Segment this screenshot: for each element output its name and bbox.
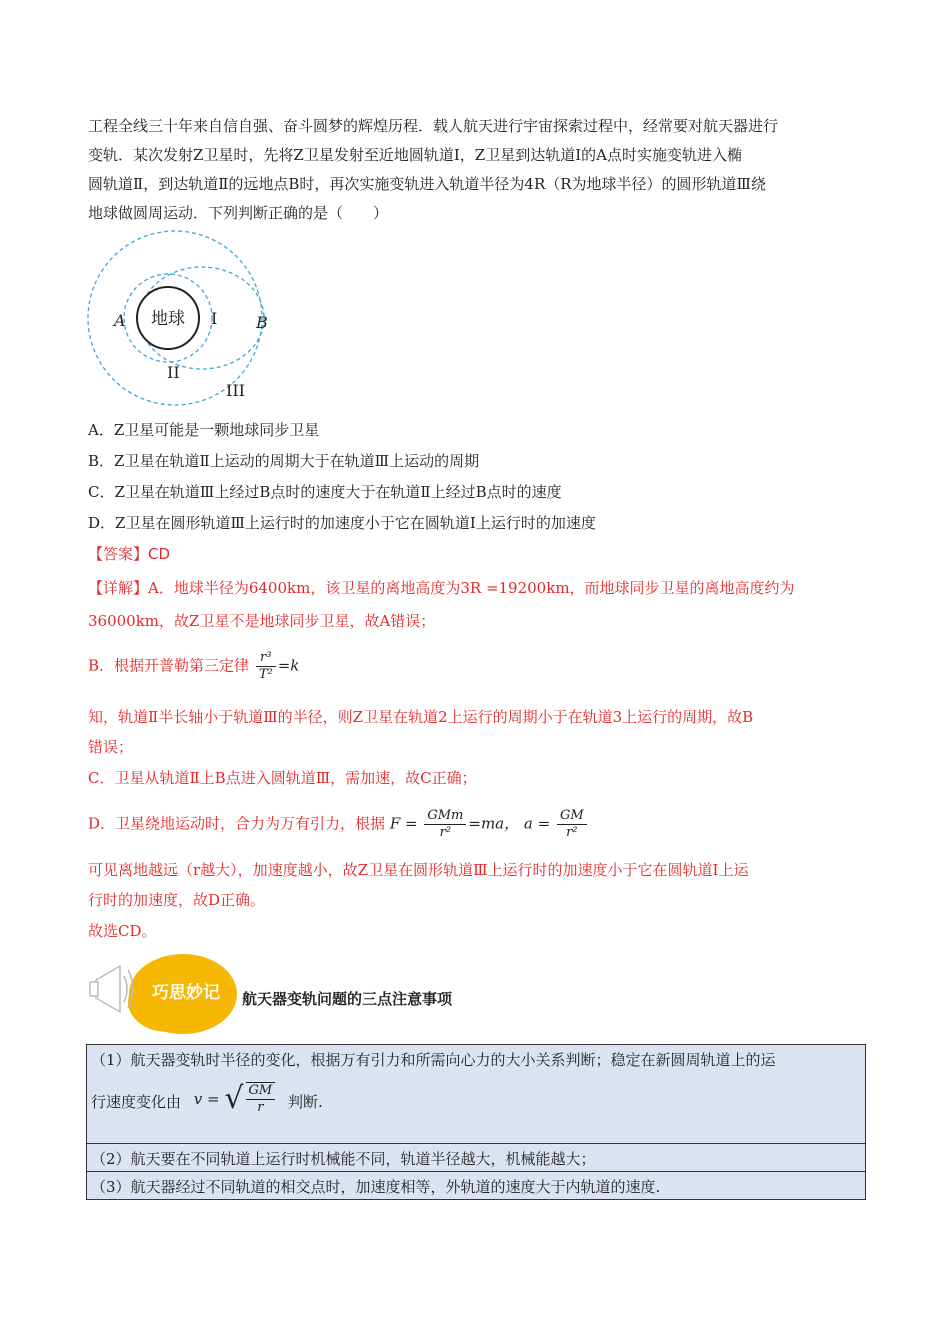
explain-d1: D．卫星绕地运动时，合力为万有引力，根据: [88, 814, 386, 833]
explain-b-line1: [88, 650, 299, 683]
orbit-III-label: III: [226, 381, 245, 400]
formula-F: F =: [389, 814, 418, 833]
explain-tag: 【详解】: [88, 579, 149, 597]
kepler-denominator: T²: [258, 667, 273, 682]
accel-denominator: r²: [566, 825, 578, 840]
explain-b-line2: 知，轨道Ⅱ半长轴小于轨道Ⅲ的半径，则Z卫星在轨道2上运行的周期小于在轨道3上运行的周期，故B: [88, 708, 754, 726]
stem-line-3: 圆轨道Ⅱ，到达轨道Ⅱ的远地点B时，再次实施变轨进入轨道半径为4R（R为地球半径）的圆形轨道Ⅲ绕: [88, 175, 767, 193]
accel-numerator: GM: [557, 808, 587, 825]
final-answer: 故选CD。: [88, 922, 157, 940]
orbit-I-label: I: [211, 309, 218, 328]
box-divider-2: [87, 1171, 865, 1172]
sqrt-denominator: r: [257, 1099, 264, 1115]
sqrt-numerator: GM: [246, 1083, 276, 1100]
tip-point-2: （2）航天要在不同轨道上运行时机械能不同，轨道半径越大，机械能越大；: [91, 1150, 596, 1168]
answer-value: CD: [148, 545, 171, 563]
sqrt-fraction: [246, 1082, 276, 1116]
formula-v: v =: [193, 1089, 220, 1108]
explain-b1: B．根据开普勒第三定律: [88, 656, 250, 675]
point-B-label: B: [256, 313, 268, 332]
answer-tag: 【答案】: [88, 545, 149, 563]
tip-point-1b: [91, 1081, 323, 1116]
tip-box: [86, 1044, 866, 1200]
explain-d-line2: 可见离地越远（r越大），加速度越小，故Z卫星在圆形轨道Ⅲ上运行时的加速度小于它在圆轨道Ⅰ上运: [88, 861, 749, 879]
explain-d-line3: 行时的加速度，故D正确。: [88, 891, 266, 909]
formula-a: a =: [523, 814, 551, 833]
orbit-diagram: [80, 228, 280, 408]
option-A: A．Z卫星可能是一颗地球同步卫星: [88, 421, 320, 439]
earth-label: 地球: [151, 309, 185, 329]
option-D: D．Z卫星在圆形轨道Ⅲ上运行时的加速度小于它在圆轨道Ⅰ上运行时的加速度: [88, 514, 596, 532]
explain-a1: A．地球半径为6400km，该卫星的离地高度为3R =19200km，而地球同步卫星的离地高度约为: [148, 579, 795, 597]
accel-fraction: [557, 808, 587, 841]
tip-point-1: （1）航天器变轨时半径的变化，根据万有引力和所需向心力的大小关系判断；稳定在新圆周轨道上的运: [91, 1051, 776, 1069]
kepler-rhs: =k: [277, 656, 300, 675]
badge-label: 巧思妙记: [152, 983, 220, 1003]
megaphone-icon: [90, 966, 133, 1012]
tip-point-1-tail: 判断.: [288, 1093, 323, 1111]
tip-point-3: （3）航天器经过不同轨道的相交点时，加速度相等，外轨道的速度大于内轨道的速度.: [91, 1178, 661, 1196]
explain-a-line2: 36000km，故Z卫星不是地球同步卫星，故A错误；: [88, 612, 436, 630]
question-stem: [88, 112, 858, 228]
tip-point-1-lead: 行速度变化由: [91, 1093, 182, 1111]
gravity-numerator: GMm: [424, 808, 466, 825]
kepler-numerator: r³: [256, 650, 276, 667]
tip-title: 航天器变轨问题的三点注意事项: [242, 990, 453, 1008]
gravity-fraction: [424, 808, 466, 841]
point-A-label: A: [114, 311, 126, 330]
formula-ma: =ma，: [468, 814, 520, 833]
stem-line-2: 变轨．某次发射Z卫星时，先将Z卫星发射至近地圆轨道Ⅰ，Z卫星到达轨道Ⅰ的A点时实施变轨进入椭: [88, 146, 742, 164]
option-B: B．Z卫星在轨道Ⅱ上运动的周期大于在轨道Ⅲ上运动的周期: [88, 452, 480, 470]
sqrt-formula: [224, 1081, 277, 1116]
kepler-fraction: [256, 650, 276, 683]
explain-d-line1: [88, 808, 589, 841]
gravity-denominator: r²: [439, 825, 452, 840]
sqrt-icon: √: [224, 1081, 244, 1116]
stem-line-4: 地球做圆周运动．下列判断正确的是（ ）: [88, 204, 389, 222]
explain-c-line: C．卫星从轨道Ⅱ上B点进入圆轨道Ⅲ，需加速，故C正确；: [88, 769, 477, 787]
option-C: C．Z卫星在轨道Ⅲ上经过B点时的速度大于在轨道Ⅱ上经过B点时的速度: [88, 483, 562, 501]
stem-line-1: 工程全线三十年来自信自强、奋斗圆梦的辉煌历程．载人航天进行宇宙探索过程中，经常要对航天器进行: [88, 117, 779, 135]
explain-b-line3: 错误；: [88, 738, 134, 756]
box-divider-1: [87, 1143, 865, 1144]
answer-line: [88, 544, 170, 564]
orbit-II-label: II: [167, 363, 180, 382]
tip-badge: [88, 946, 238, 1038]
explain-a-line1: [88, 578, 795, 598]
